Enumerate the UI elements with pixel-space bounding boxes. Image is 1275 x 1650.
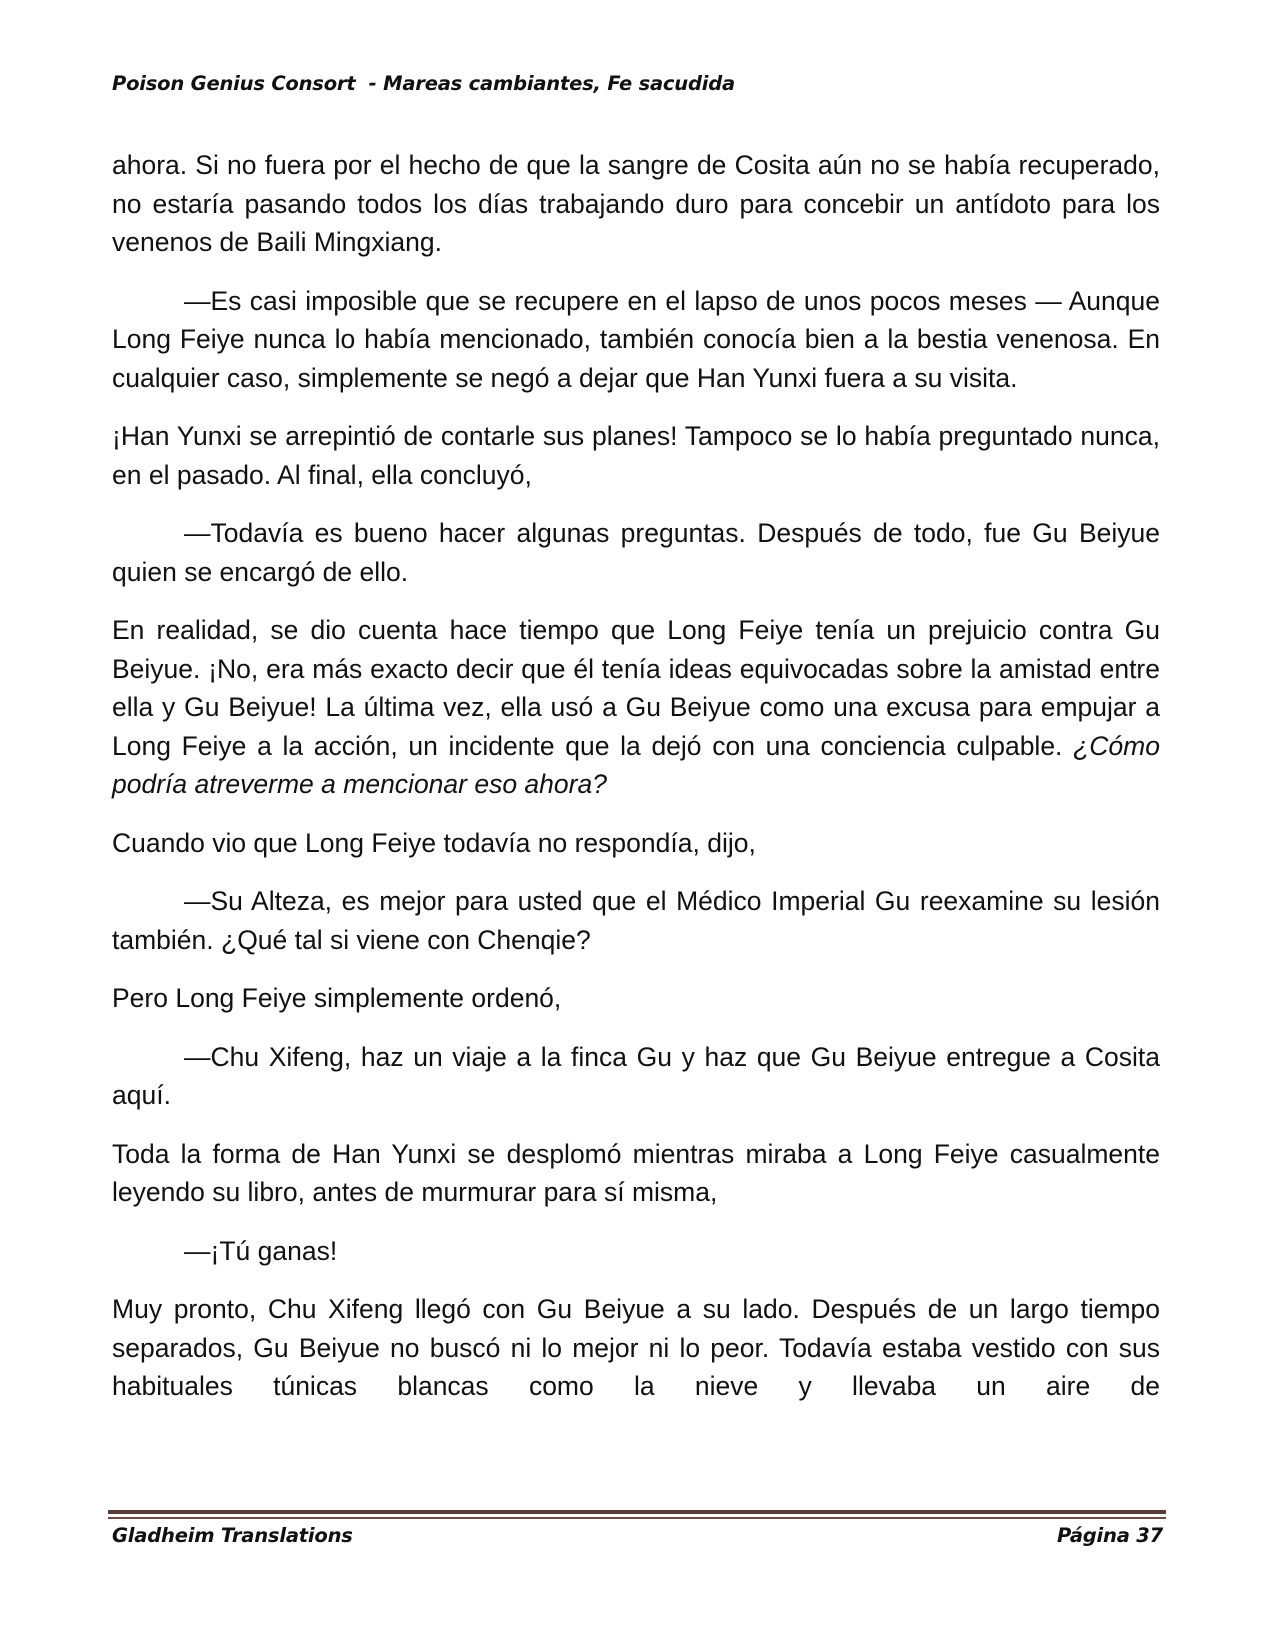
paragraph: Muy pronto, Chu Xifeng llegó con Gu Beiyue a su lado. Después de un largo tiempo separados, Gu Beiyue no buscó ni lo mejor ni lo peor. Todavía estaba vestido con sus habituales túnicas blancas como la nieve y llevaba un aire de bbox=[112, 1294, 1160, 1401]
dialogue-paragraph: —Es casi imposible que se recupere en el lapso de unos pocos meses — Aunque Long Feiye nunca lo había mencionado, también conocía bien a la bestia venenosa. En cualquier caso, simplemente se negó a dejar que Han Yunxi fuera a su visita. bbox=[112, 285, 1160, 393]
dialogue-paragraph: —Chu Xifeng, haz un viaje a la finca Gu y haz que Gu Beiyue entregue a Cosita aquí. bbox=[112, 1041, 1160, 1110]
dialogue-paragraph: —Su Alteza, es mejor para usted que el Médico Imperial Gu reexamine su lesión también. ¿Qué tal si viene con Chenqie? bbox=[112, 886, 1160, 955]
inner-thought: ¿Cómo podría atreverme a mencionar eso ahora? bbox=[112, 730, 1160, 799]
running-header: Poison Genius Consort - Mareas cambiantes, Fe sacudida bbox=[112, 72, 735, 95]
footer-rule-thin bbox=[108, 1517, 1166, 1519]
paragraph: Cuando vio que Long Feiye todavía no respondía, dijo, bbox=[112, 827, 756, 858]
footer-publisher: Gladheim Translations bbox=[112, 1524, 353, 1547]
dialogue-paragraph: —¡Tú ganas! bbox=[184, 1235, 338, 1266]
page-body bbox=[112, 146, 1160, 1426]
paragraph bbox=[112, 611, 1160, 804]
paragraph: ¡Han Yunxi se arrepintió de contarle sus planes! Tampoco se lo había preguntado nunca, en el pasado. Al final, ella concluyó, bbox=[112, 421, 1160, 490]
page-number: Página 37 bbox=[1056, 1524, 1163, 1547]
paragraph: Toda la forma de Han Yunxi se desplomó mientras miraba a Long Feiye casualmente leyendo su libro, antes de murmurar para sí misma, bbox=[112, 1138, 1160, 1207]
paragraph: Pero Long Feiye simplemente ordenó, bbox=[112, 983, 562, 1013]
paragraph-text: En realidad, se dio cuenta hace tiempo que Long Feiye tenía un prejuicio contra Gu Beiyue. ¡No, era más exacto decir que él tenía ideas equivocadas sobre la amistad entre ella y Gu Beiyue! La última vez, ella usó a Gu Beiyue como una excusa para empujar a Long Feiye a la acción, un incidente que la dejó con una conciencia culpable. bbox=[112, 615, 1160, 761]
paragraph: ahora. Si no fuera por el hecho de que la sangre de Cosita aún no se había recuperado, no estaría pasando todos los días trabajando duro para concebir un antídoto para los venenos de Baili Mingxiang. bbox=[112, 150, 1160, 257]
dialogue-paragraph: —Todavía es bueno hacer algunas preguntas. Después de todo, fue Gu Beiyue quien se encargó de ello. bbox=[112, 518, 1160, 587]
footer-rule-thick bbox=[108, 1510, 1166, 1514]
